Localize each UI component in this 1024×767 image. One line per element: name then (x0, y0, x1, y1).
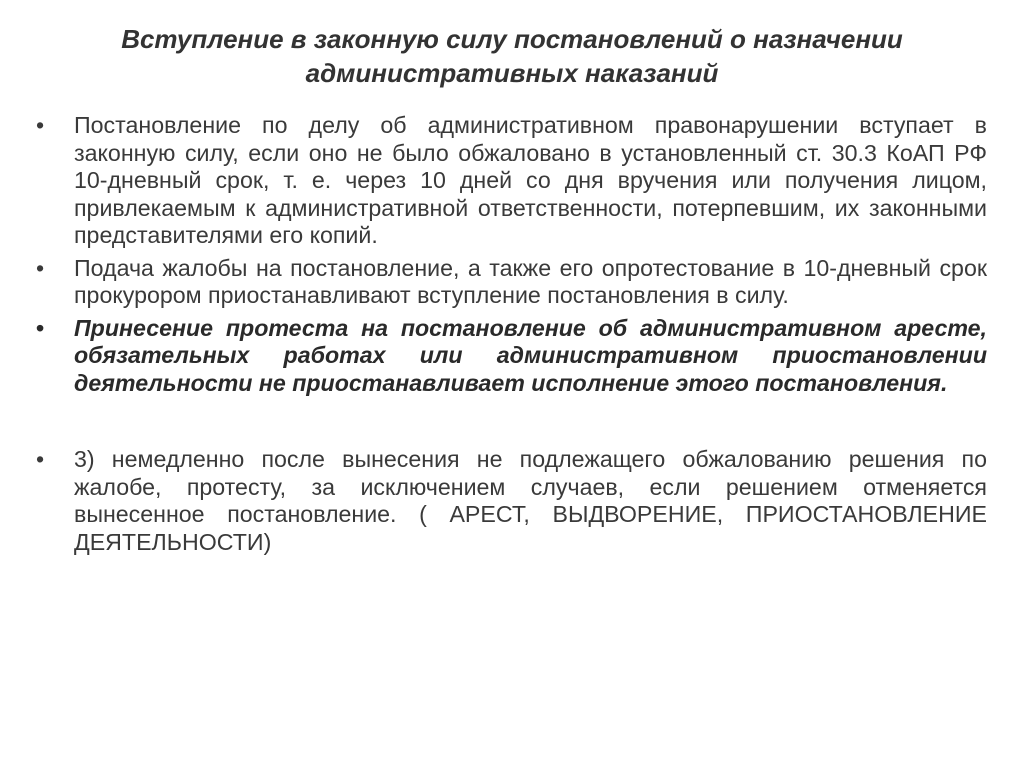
slide-title (60, 22, 964, 90)
bullet-marker: • (36, 112, 45, 138)
bullet-item-emphasized (35, 315, 987, 398)
bullet-item (35, 112, 987, 250)
bullet-text: Постановление по делу об административном правонарушении вступает в законную силу, если оно не было обжаловано в установленный ст. 30.3 КоАП РФ 10-дневный срок, т. е. через 10 дней со дня вручения или получения лицом, привлекаемым к административной ответственности, потерпевшим, их законными представителями его копий. (74, 112, 987, 248)
bullet-text: Принесение протеста на постановление об административном аресте, обязательных работах или административном приостановлении деятельности не приостанавливает исполнение этого постановления. (74, 314, 987, 396)
bullet-list (35, 112, 987, 556)
bullet-marker: • (36, 314, 45, 341)
slide-title-line-2: административных наказаний (305, 58, 719, 88)
bullet-marker: • (36, 254, 45, 281)
slide-title-line-1: Вступление в законную силу постановлений о назначении (121, 24, 903, 54)
bullet-item (35, 255, 987, 310)
bullet-item (35, 446, 987, 556)
bullet-marker: • (36, 446, 45, 472)
bullet-text: 3) немедленно после вынесения не подлежащего обжалованию решения по жалобе, протесту, за исключением случаев, если решением отменяется вынесенное постановление. ( АРЕСТ, ВЫДВОРЕНИЕ, ПРИОСТАНОВЛЕНИЕ ДЕЯТЕЛЬНОСТИ) (74, 446, 987, 555)
bullet-text: Подача жалобы на постановление, а также его опротестование в 10-дневный срок прокурором приостанавливают вступление постановления в силу. (74, 254, 987, 308)
